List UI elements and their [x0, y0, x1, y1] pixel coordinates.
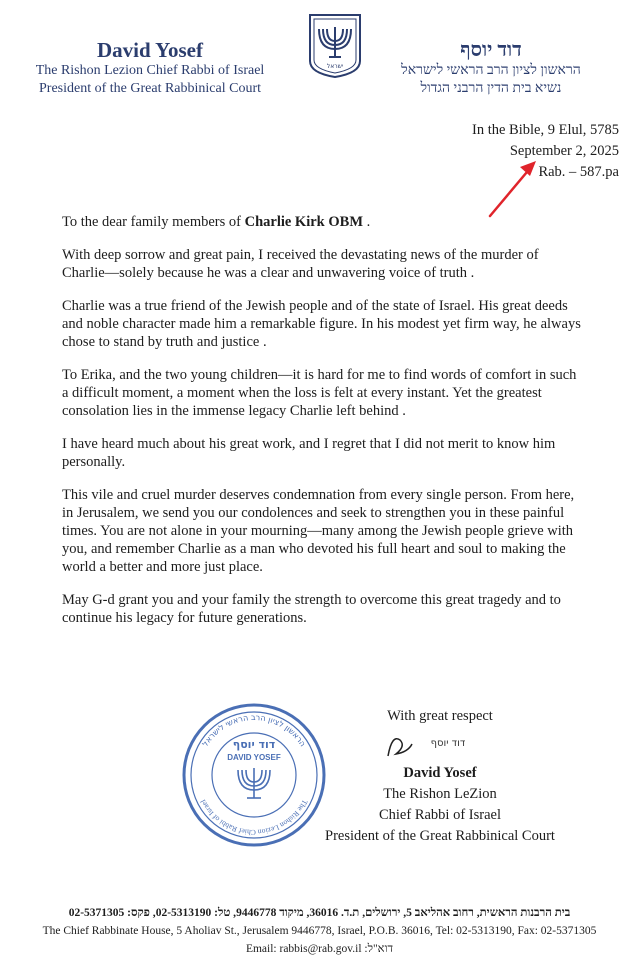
paragraph-5: This vile and cruel murder deserves condemnation from every single person. From here, in Jerusalem, we send you our condolences and seek to strengthen you in these painful times. You are not alone in your mourning—many among the Jewish people grieve with you, and remember Charlie as a man who devoted his full heart and soul to making the world a better and more just place.: [62, 487, 575, 575]
footer-address-hebrew: בית הרבנות הראשית, רחוב אהליאב 5, ירושלים, ת.ד. 36016, מיקוד 9446778, טל: 02-5313190, פקס: 02-5371305: [68, 907, 571, 919]
letter-body: [62, 213, 582, 642]
emblem-caption: ישראל: [326, 63, 344, 70]
letterhead-name-english: David Yosef: [97, 38, 203, 62]
stamp-hebrew-name: דוד יוסף: [232, 738, 276, 751]
letterhead-title-hebrew: הראשון לציון הרב הראשי לישראל: [401, 63, 581, 78]
official-stamp-icon: [179, 700, 329, 850]
stamp-ring-english: The Rishon Lezion Chief Rabbi of Israel: [198, 798, 310, 838]
menorah-emblem-icon: [306, 13, 364, 79]
letterhead-court-english: President of the Great Rabbinical Court: [39, 81, 261, 96]
paragraph-3: To Erika, and the two young children—it is hard for me to find words of comfort in such a difficult moment, a moment when the loss is felt at every instant. Yet the greatest consolation lies in the immense legacy Charlie left behind .: [62, 367, 577, 419]
signature-block: [310, 706, 570, 847]
stamp-menorah-icon: [238, 768, 270, 798]
stamp-ring-hebrew: הראשון לציון הרב הראשי לישראל: [200, 712, 308, 749]
footer-address-english: The Chief Rabbinate House, 5 Aholiav St., Jerusalem 9446778, Israel, P.O.B. 36016, Tel: 02-5313190, Fax: 02-5371305: [42, 925, 597, 937]
greeting: [62, 213, 582, 231]
paragraph-4: I have heard much about his great work, and I regret that I did not merit to know him personally.: [62, 436, 556, 470]
hebrew-date: In the Bible, 9 Elul, 5785: [472, 122, 619, 138]
closing-respect: With great respect: [387, 708, 493, 724]
stamp-english-name: DAVID YOSEF: [227, 753, 281, 762]
greeting-recipient: Charlie Kirk OBM: [244, 214, 364, 230]
letterhead-english: [0, 38, 300, 98]
signatory-title-2: Chief Rabbi of Israel: [378, 807, 501, 823]
signatory-title-3: President of the Great Rabbinical Court: [325, 828, 555, 844]
signatory-name: David Yosef: [403, 765, 477, 781]
greeting-prefix: To the dear family members of: [62, 214, 245, 230]
reference-number: Rab. – 587.pa: [538, 164, 619, 180]
letterhead-hebrew: [361, 38, 621, 98]
letterhead-footer: [0, 904, 639, 958]
greeting-suffix: .: [363, 214, 371, 230]
letterhead-title-english: The Rishon Lezion Chief Rabbi of Israel: [35, 63, 265, 78]
paragraph-6: May G-d grant you and your family the strength to overcome this great tragedy and to continue his legacy for future generations.: [62, 592, 561, 626]
signature-space: [310, 733, 570, 763]
paragraph-1: With deep sorrow and great pain, I received the devastating news of the murder of Charlie—solely because he was a clear and unwavering voice of truth .: [62, 247, 539, 281]
signature-hebrew-text: דוד יוסף: [430, 738, 466, 749]
paragraph-2: Charlie was a true friend of the Jewish people and of the state of Israel. His great deeds and noble character made him a remarkable figure. In his modest yet firm way, he always chose to stand by truth and justice .: [62, 298, 581, 350]
signatory-title-1: The Rishon LeZion: [383, 786, 497, 802]
letterhead-court-hebrew: נשיא בית הדין הרבני הגדול: [420, 81, 562, 96]
letterhead-name-hebrew: דוד יוסף: [460, 39, 522, 61]
footer-email: Email: rabbis@rab.gov.il :דוא"ל: [245, 943, 394, 955]
gregorian-date: September 2, 2025: [509, 143, 619, 159]
